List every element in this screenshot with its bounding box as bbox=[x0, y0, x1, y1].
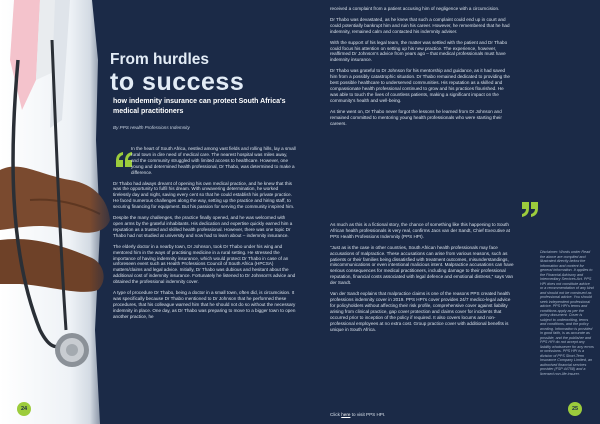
right-column-top-text bbox=[330, 6, 513, 131]
paragraph: Dr Thabo was grateful to Dr Johnson for his mentorship and guidance, as it had saved him from a possibly catastrophic situation. Dr Thabo remained dedicated to providing the best possible healthcare to underserved communities. His reputation as a skilled and compassionate health professional continued to grow and his practices flourished. He was able to touch the lives of countless patients, making a significant impact on the community's health and well-being. bbox=[330, 68, 510, 103]
paragraph: received a complaint from a patient accusing him of negligence with a circumcision. bbox=[330, 6, 500, 11]
right-column-bottom-text bbox=[330, 222, 515, 337]
paragraph: As much as this is a fictional story, the chance of something like this happening to South African health professionals is very real, confirms Jacs van der Sandt, Chief Executive at PPS Health Professions Indemnity (PPS HPI). bbox=[330, 222, 511, 239]
paragraph: Despite the many challenges, the practice finally opened, and he was welcomed with open arms by the grateful inhabitants. His dedication and expertise quickly earned him a reputation as a trusted and skilled health professional. However, there was one topic Dr Thabo had not studied at university and now had to learn about – indemnity insurance. bbox=[113, 215, 293, 238]
headline-kicker: From hurdles bbox=[110, 51, 210, 68]
cta-prefix: Click bbox=[330, 412, 340, 417]
paragraph: Van der Sandt explains that malpractice claims is one of the reasons PPS created health professions indemnity cover in 2019. PPS HPI's cover provides 24/7 medico-legal advice for policyholders without affecting their risk profile, comprehensive cover against liability arising from clinical practice, gap cover protection and claims cover for incidents that occurred prior to inception of the policy if required. It also covers locums and non-professional employees at no extra cost. Group practice cover with additional benefits is unique in South Africa. bbox=[330, 291, 511, 332]
headline bbox=[110, 52, 295, 96]
paragraph: The elderly doctor in a nearby town, Dr Johnson, took Dr Thabo under his wing and mentored him in the ways of practising medicine in a rural setting. He stressed the importance of having indemnity insurance, which would protect Dr Thabo in case of an unforeseen event such as Health Professions Council of South Africa (HPCSA) matters/claims and legal advice. Initially, Dr Thabo was dubious and hesitant about the additional cost of indemnity insurance. Fortunately he listened to Dr Johnson's advice and obtained the professional indemnity cover. bbox=[113, 243, 296, 285]
disclaimer-note: Disclaimer: Words under Read the above are compiled and illustrated directly below the information and content for general information. It applies to the Financial Advisory and Intermediary Services Act. PPS HPI does not constitute advice or a recommendation of any kind and should not be construed as professional advice. You should seek independent professional advice. PPS HPI's terms and conditions apply as per the policy document. Cover is subject to underwriting, terms and conditions, and the policy wording. Information is provided in good faith, is as accurate as possible, and the publisher and PPS HPI do not accept any liability whatsoever for any errors or omissions. PPS HPI is a division of PPS Short-Term Insurance Company Limited, an authorised financial services provider (FSP 44758) and a licensed non-life insurer. bbox=[540, 250, 594, 376]
cta-suffix: to visit PPS HPI. bbox=[351, 412, 386, 417]
paragraph: With the support of his legal team, the matter was settled with the patient and Dr Thabo could focus his attention on setting up his new practice. The experience, however, reaffirmed Dr Johnson's advice from years ago – that medical professionals must have indemnity insurance. bbox=[330, 39, 508, 63]
article-subtitle: how indemnity insurance can protect South Africa's medical practitioners bbox=[113, 98, 286, 115]
paragraph: In the heart of South Africa, nestled among vast fields and rolling hills, lay a small rural town in dire need of medical care. The nearest hospital was miles away, and the community struggled with limited access to healthcare. However, one young and determined health professional, Dr Thabo, was determined to make a difference. bbox=[131, 146, 296, 175]
cta-line bbox=[330, 412, 385, 417]
paragraph: "Just as is the case in other countries, South African health professionals may face accusations of malpractice. These accusations can arise from various reasons, such as patients or their families being dissatisfied with treatment outcomes, misunderstandings, miscommunications or even intentional malicious intent. Malpractice accusations can have serious consequences for medical practitioners, including damage to their professional reputation, financial costs associated with legal defence and emotional distress," says Van der Sandt. bbox=[330, 244, 514, 286]
paragraph: Dr Thabo had always dreamt of opening his own medical practice, and he knew that this was the opportunity to fulfil his dream. With unwavering determination, he worked tirelessly day and night, saving every cent so that he could establish his private practice. He faced numerous challenges along the way, setting up the practice and hiring staff, to securing financing for equipment. But his passion for serving the community inspired him. bbox=[113, 180, 295, 210]
page-number-left: 24 bbox=[17, 402, 31, 416]
paragraph: As time went on, Dr Thabo never forgot the lessons he learned from Dr Johnson and remained committed to mentoring young health professionals who were starting their careers. bbox=[330, 108, 502, 126]
article-byline: By PPS Health Professions Indemnity bbox=[113, 125, 190, 130]
paragraph: Dr Thabo was devastated, as he knew that such a complaint could end up in court and could potentially bankrupt him and ruin his career. However, he remembered that he had indemnity, remained calm and contacted his indemnity adviser. bbox=[330, 16, 510, 34]
left-column-text bbox=[113, 146, 296, 325]
close-quote-icon bbox=[521, 201, 539, 217]
page-number-right: 25 bbox=[568, 402, 582, 416]
pps-hpi-link[interactable]: here bbox=[341, 412, 351, 417]
doctor-photo bbox=[0, 0, 120, 424]
headline-main: to success bbox=[110, 68, 245, 96]
paragraph: A type of procedure Dr Thabo, being a doctor in a small town, often did, is circumcision. It was specifically because Dr Thabo mentioned to Dr Johnson that he performed these procedures, that his colleague warned him that he should not do so without the necessary indemnity in place. One day, as Dr Thabo was preparing to move to a bigger town to open another practice, he bbox=[113, 290, 296, 319]
